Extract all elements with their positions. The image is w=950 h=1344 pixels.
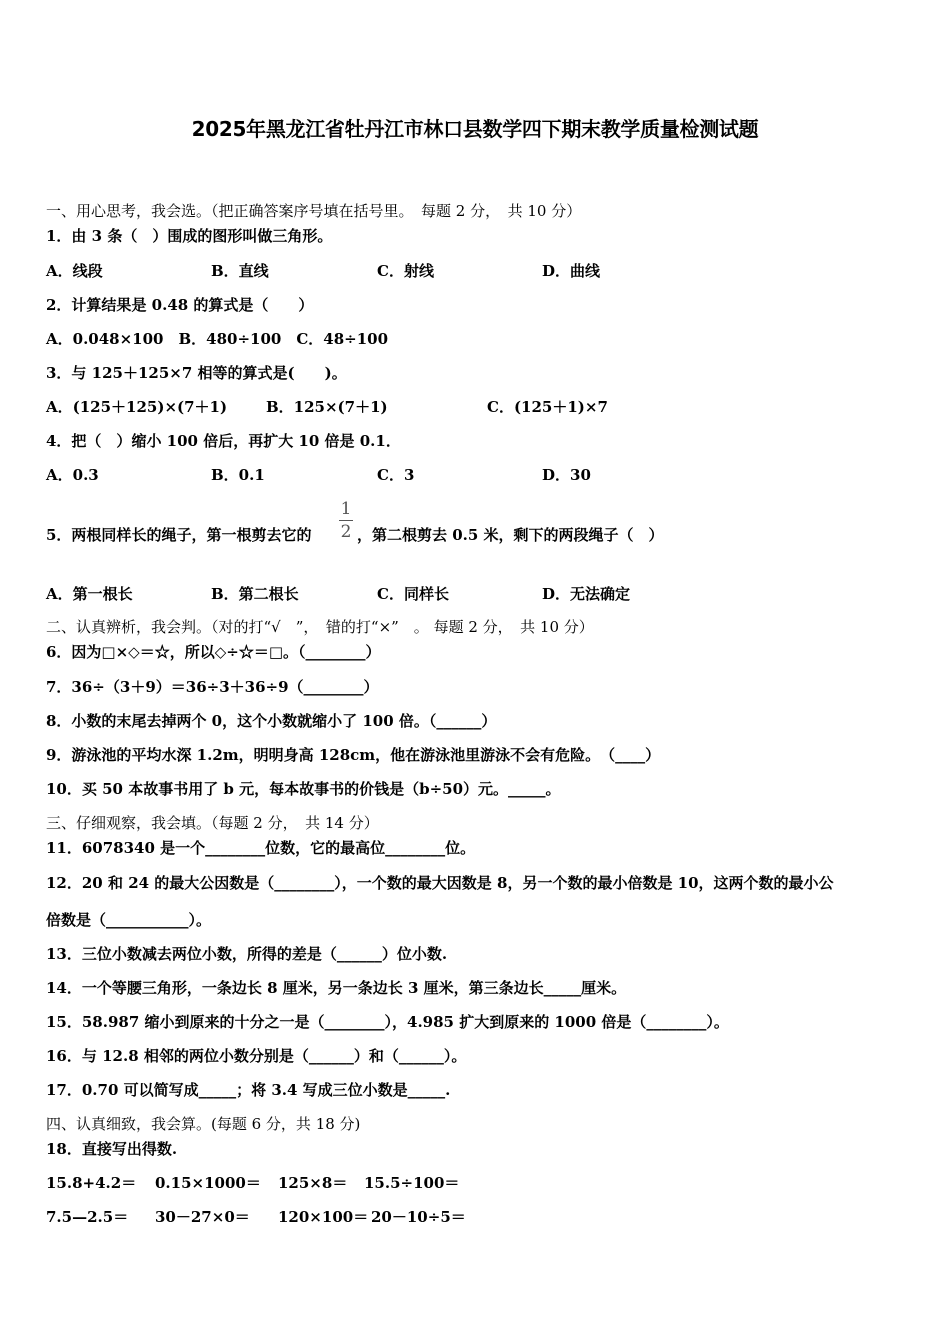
q5-fraction <box>338 499 354 542</box>
question-15: 15．58.987 缩小到原来的十分之一是（________），4.985 扩大到原来的 1000 倍是（________）。 <box>46 1013 729 1031</box>
q3-option-c: C．(125＋1)×7 <box>487 398 608 416</box>
q5-option-a: A．第一根长 <box>46 585 133 603</box>
q5-option-b: B．第二根长 <box>211 585 299 603</box>
question-7: 7．36÷（3＋9）＝36÷3＋36÷9（________） <box>46 678 379 696</box>
question-18: 18．直接写出得数. <box>46 1140 178 1158</box>
question-12-line2: 倍数是（___________）。 <box>46 911 212 929</box>
question-9: 9．游泳池的平均水深 1.2m，明明身高 128cm，他在游泳池里游泳不会有危险。 （____） <box>46 746 661 764</box>
question-11: 11．6078340 是一个________位数，它的最高位________位。 <box>46 839 476 857</box>
calc-1-2: 0.15×1000＝ <box>155 1174 261 1192</box>
question-6: 6．因为□×◇＝☆，所以◇÷☆＝□。（________） <box>46 643 381 661</box>
section-heading-2: 二、认真辨析，我会判。（对的打“√ ”， 错的打“×” 。 每题 2 分， 共 10 分） <box>46 618 594 636</box>
calc-1-1: 15.8+4.2＝ <box>46 1174 137 1192</box>
question-2: 2．计算结果是 0.48 的算式是（ ） <box>46 296 314 314</box>
question-8: 8．小数的末尾去掉两个 0，这个小数就缩小了 100 倍。（______） <box>46 712 497 730</box>
q1-option-d: D．曲线 <box>542 262 601 280</box>
section-heading-4: 四、认真细致，我会算。(每题 6 分，共 18 分) <box>46 1115 361 1133</box>
section-heading-3: 三、仔细观察，我会填。（每题 2 分， 共 14 分） <box>46 814 379 832</box>
calc-2-2: 30－27×0＝ <box>155 1208 250 1226</box>
q2-options: A．0.048×100 B．480÷100 C．48÷100 <box>46 330 389 348</box>
question-16: 16．与 12.8 相邻的两位小数分别是（______）和（______）。 <box>46 1047 467 1065</box>
q1-option-c: C．射线 <box>377 262 434 280</box>
question-4: 4．把（ ）缩小 100 倍后，再扩大 10 倍是 0.1． <box>46 432 401 450</box>
q1-option-a: A．线段 <box>46 262 103 280</box>
q4-option-a: A．0.3 <box>46 466 99 484</box>
q5-option-c: C．同样长 <box>377 585 449 603</box>
calc-1-3: 125×8＝ <box>278 1174 348 1192</box>
q4-option-d: D．30 <box>542 466 591 484</box>
question-5-part1: 5．两根同样长的绳子，第一根剪去它的 <box>46 526 312 544</box>
q5-option-d: D．无法确定 <box>542 585 631 603</box>
question-5-part2: ，第二根剪去 0.5 米，剩下的两段绳子（ ） <box>357 526 664 544</box>
calc-2-1: 7.5—2.5＝ <box>46 1208 129 1226</box>
question-12-line1: 12．20 和 24 的最大公因数是（________），一个数的最大因数是 8，另一个数的最小倍数是 10，这两个数的最小公 <box>46 874 834 892</box>
q5-fraction-numerator: 1 <box>340 499 352 519</box>
q4-option-b: B．0.1 <box>211 466 265 484</box>
question-14: 14．一个等腰三角形，一条边长 8 厘米，另一条边长 3 厘米，第三条边长_____厘米。 <box>46 979 627 997</box>
q1-option-b: B．直线 <box>211 262 269 280</box>
section-heading-1: 一、用心思考，我会选。（把正确答案序号填在括号里。 每题 2 分， 共 10 分） <box>46 202 582 220</box>
q3-option-b: B．125×(7＋1) <box>266 398 388 416</box>
calc-1-4: 15.5÷100＝ <box>364 1174 460 1192</box>
calc-2-4: 20－10÷5＝ <box>371 1208 466 1226</box>
question-3: 3．与 125＋125×7 相等的算式是( )。 <box>46 364 347 382</box>
q5-fraction-denominator: 2 <box>340 522 352 542</box>
calc-2-3: 120×100＝ <box>278 1208 369 1226</box>
q4-option-c: C．3 <box>377 466 415 484</box>
q3-option-a: A．(125＋125)×(7＋1) <box>46 398 228 416</box>
question-13: 13．三位小数减去两位小数，所得的差是（______）位小数. <box>46 945 448 963</box>
question-1: 1．由 3 条（ ）围成的图形叫做三角形。 <box>46 227 333 245</box>
question-17: 17．0.70 可以简写成_____；将 3.4 写成三位小数是_____. <box>46 1081 451 1099</box>
page-title: 2025年黑龙江省牡丹江市林口县数学四下期末教学质量检测试题 <box>191 117 759 141</box>
q5-fraction-bar <box>339 520 353 521</box>
question-10: 10．买 50 本故事书用了 b 元，每本故事书的价钱是（b÷50）元。_____。 <box>46 780 561 798</box>
